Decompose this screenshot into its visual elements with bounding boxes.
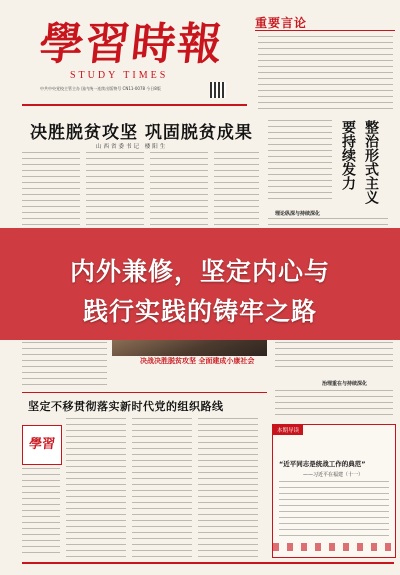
sidebar-column-4 <box>275 390 393 418</box>
masthead-english-title: STUDY TIMES <box>70 70 169 81</box>
logo-text: 學習 <box>28 437 56 452</box>
feature-headline: “近平同志是统战工作的典范” <box>279 460 366 468</box>
overlay-line-2: 践行实践的铸牢之路 <box>82 297 317 326</box>
sidebar-header <box>255 12 395 31</box>
sidebar-column-3 <box>275 342 393 372</box>
headline-2: 坚定不移贯彻落实新时代党的组织路线 <box>28 400 224 413</box>
article-column-2 <box>86 152 144 228</box>
vertical-headline-2: 要持续发力 <box>340 120 356 190</box>
overlay-line-1: 内外兼修，坚定内心与 <box>69 257 330 286</box>
article-column-5 <box>22 342 107 390</box>
masthead-divider <box>22 104 247 106</box>
article-column-9 <box>22 468 60 558</box>
sidebar-section-label: 理论纵深与持续深化 <box>275 211 321 217</box>
sidebar-lower-heading: 治理重在与持续深化 <box>322 381 368 387</box>
sidebar-column-2 <box>268 218 388 228</box>
feature-box <box>272 424 396 558</box>
headline-1: 决胜脱贫攻坚 巩固脱贫成果 <box>30 123 253 143</box>
sidebar-text-block <box>258 36 393 114</box>
masthead-meta: 中共中央党校主管主办 国内统一连续出版物号 CN11-0078 今日8版 <box>40 86 161 91</box>
feature-sub: ——习近平在福建（十一） <box>303 472 364 478</box>
feature-text <box>279 481 389 541</box>
feature-dots <box>273 543 393 551</box>
article-column-1 <box>22 152 80 228</box>
vertical-headline-1: 整治形式主义 <box>363 120 379 204</box>
masthead-title: 學習時報 <box>36 19 227 70</box>
qr-code-icon <box>210 82 226 98</box>
logo-block <box>22 425 62 465</box>
article-column-4 <box>214 152 259 228</box>
article-column-3 <box>150 152 208 228</box>
article-column-8 <box>198 418 258 558</box>
news-photo <box>112 340 267 356</box>
byline-1: 山西省委书记 楼阳生 <box>96 144 168 150</box>
feature-label: 本期导读 <box>273 425 303 435</box>
article-column-7 <box>132 418 192 558</box>
sidebar-heading: 重要言论 <box>255 16 308 30</box>
section-divider <box>22 392 267 393</box>
footer-bar <box>22 562 394 564</box>
slogan-banner: 决战决胜脱贫攻坚 全面建成小康社会 <box>140 357 255 365</box>
article-column-6 <box>66 418 126 558</box>
sidebar-column <box>268 120 332 202</box>
